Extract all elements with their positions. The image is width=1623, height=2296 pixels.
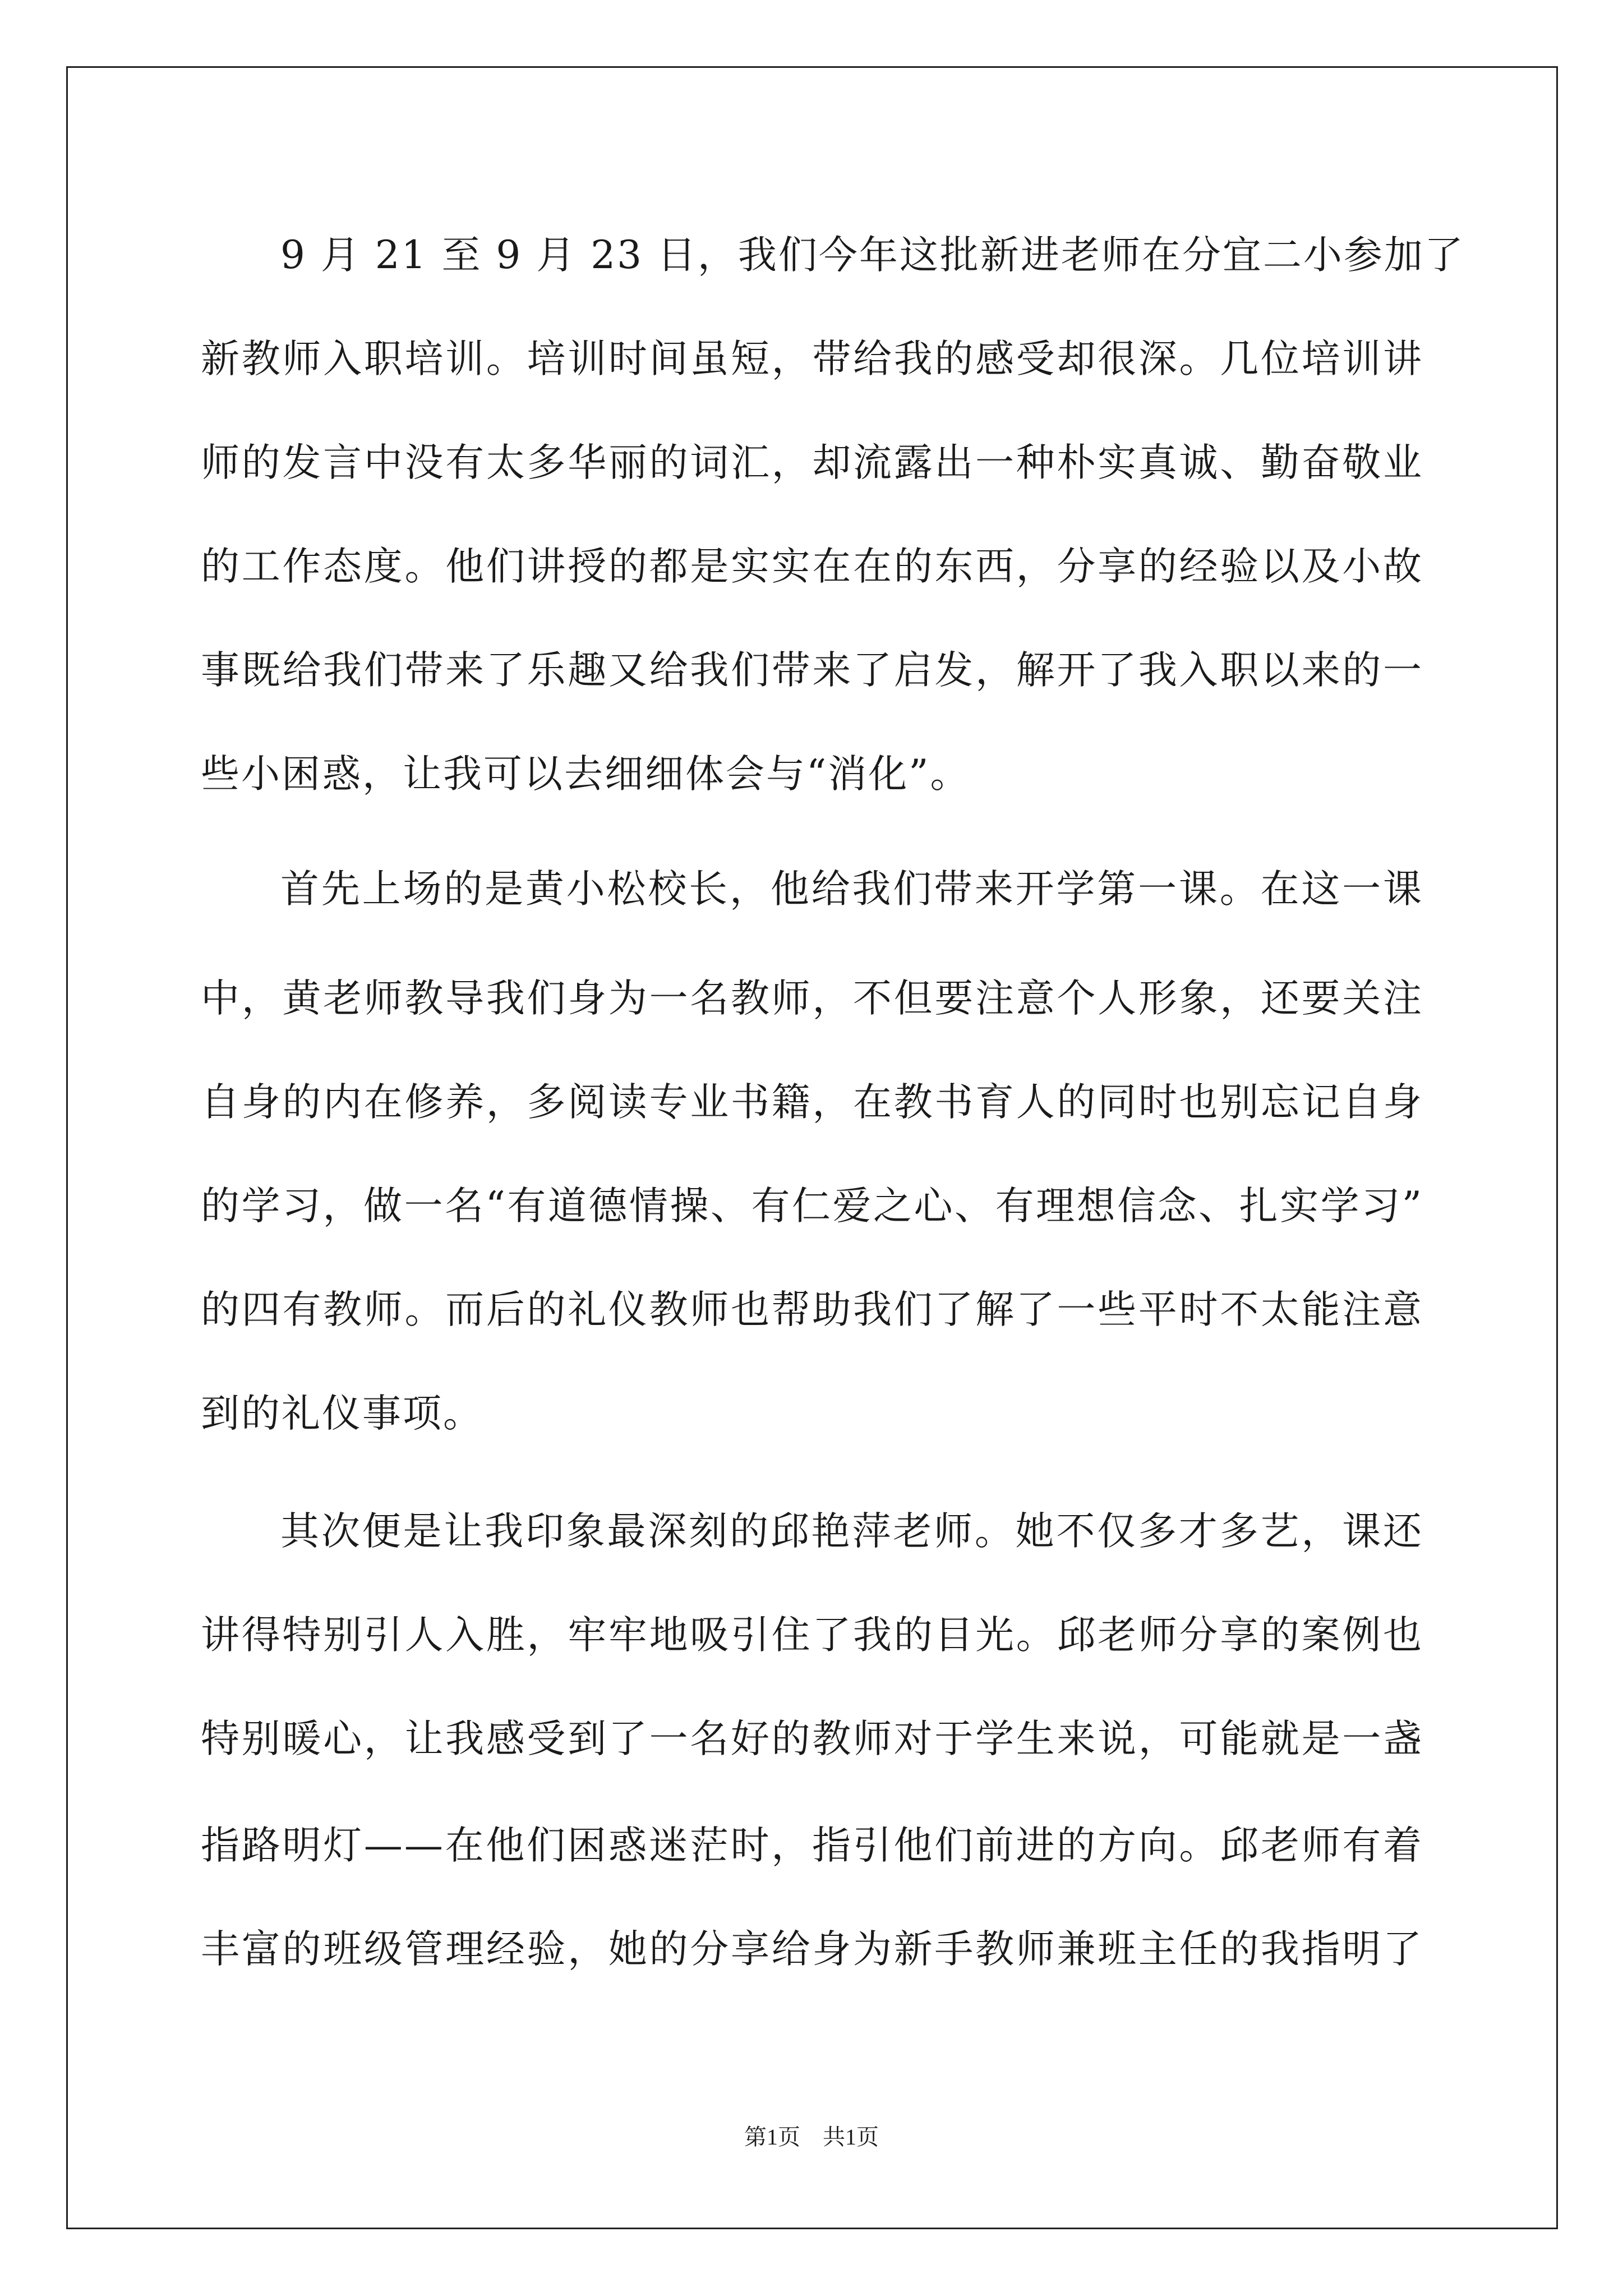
paragraph-3-line-5: 丰富的班级管理经验，她的分享给身为新手教师兼班主任的我指明了 — [201, 1927, 1423, 1972]
paragraph-1-line-2: 新教师入职培训。培训时间虽短，带给我的感受却很深。几位培训讲 — [201, 337, 1423, 381]
paragraph-2-line-6: 到的礼仪事项。 — [201, 1391, 483, 1436]
paragraph-2-line-1: 首先上场的是黄小松校长，他给我们带来开学第一课。在这一课 — [280, 867, 1423, 912]
paragraph-2-line-5: 的四有教师。而后的礼仪教师也帮助我们了解了一些平时不太能注意 — [201, 1287, 1423, 1332]
paragraph-1-line-5: 事既给我们带来了乐趣又给我们带来了启发，解开了我入职以来的一 — [201, 648, 1423, 693]
page-footer — [0, 2120, 1623, 2154]
paragraph-3-line-1: 其次便是让我印象最深刻的邱艳萍老师。她不仅多才多艺，课还 — [280, 1509, 1423, 1554]
page-border — [66, 66, 1558, 2229]
paragraph-2-line-2: 中，黄老师教导我们身为一名教师，不但要注意个人形象，还要关注 — [201, 976, 1423, 1021]
paragraph-3-line-3: 特别暖心，让我感受到了一名好的教师对于学生来说，可能就是一盏 — [201, 1717, 1423, 1761]
paragraph-2-line-3: 自身的内在修养，多阅读专业书籍，在教书育人的同时也别忘记自身 — [201, 1080, 1423, 1125]
paragraph-3-line-2: 讲得特别引人入胜，牢牢地吸引住了我的目光。邱老师分享的案例也 — [201, 1613, 1423, 1658]
page-number: 第1页 — [744, 2124, 800, 2150]
paragraph-1-line-1: 9 月 21 至 9 月 23 日，我们今年这批新进老师在分宜二小参加了 — [280, 233, 1465, 278]
paragraph-1-line-6: 些小困惑，让我可以去细细体会与“消化”。 — [201, 752, 971, 797]
paragraph-2-line-4: 的学习，做一名“有道德情操、有仁爱之心、有理想信念、扎实学习” — [201, 1184, 1423, 1228]
paragraph-3-line-4: 指路明灯——在他们困惑迷茫时，指引他们前进的方向。邱老师有着 — [201, 1823, 1423, 1868]
paragraph-1-line-3: 师的发言中没有太多华丽的词汇，却流露出一种朴实真诚、勤奋敬业 — [201, 440, 1423, 485]
paragraph-1-line-4: 的工作态度。他们讲授的都是实实在在的东西，分享的经验以及小故 — [201, 544, 1423, 589]
page-total: 共1页 — [823, 2124, 879, 2150]
